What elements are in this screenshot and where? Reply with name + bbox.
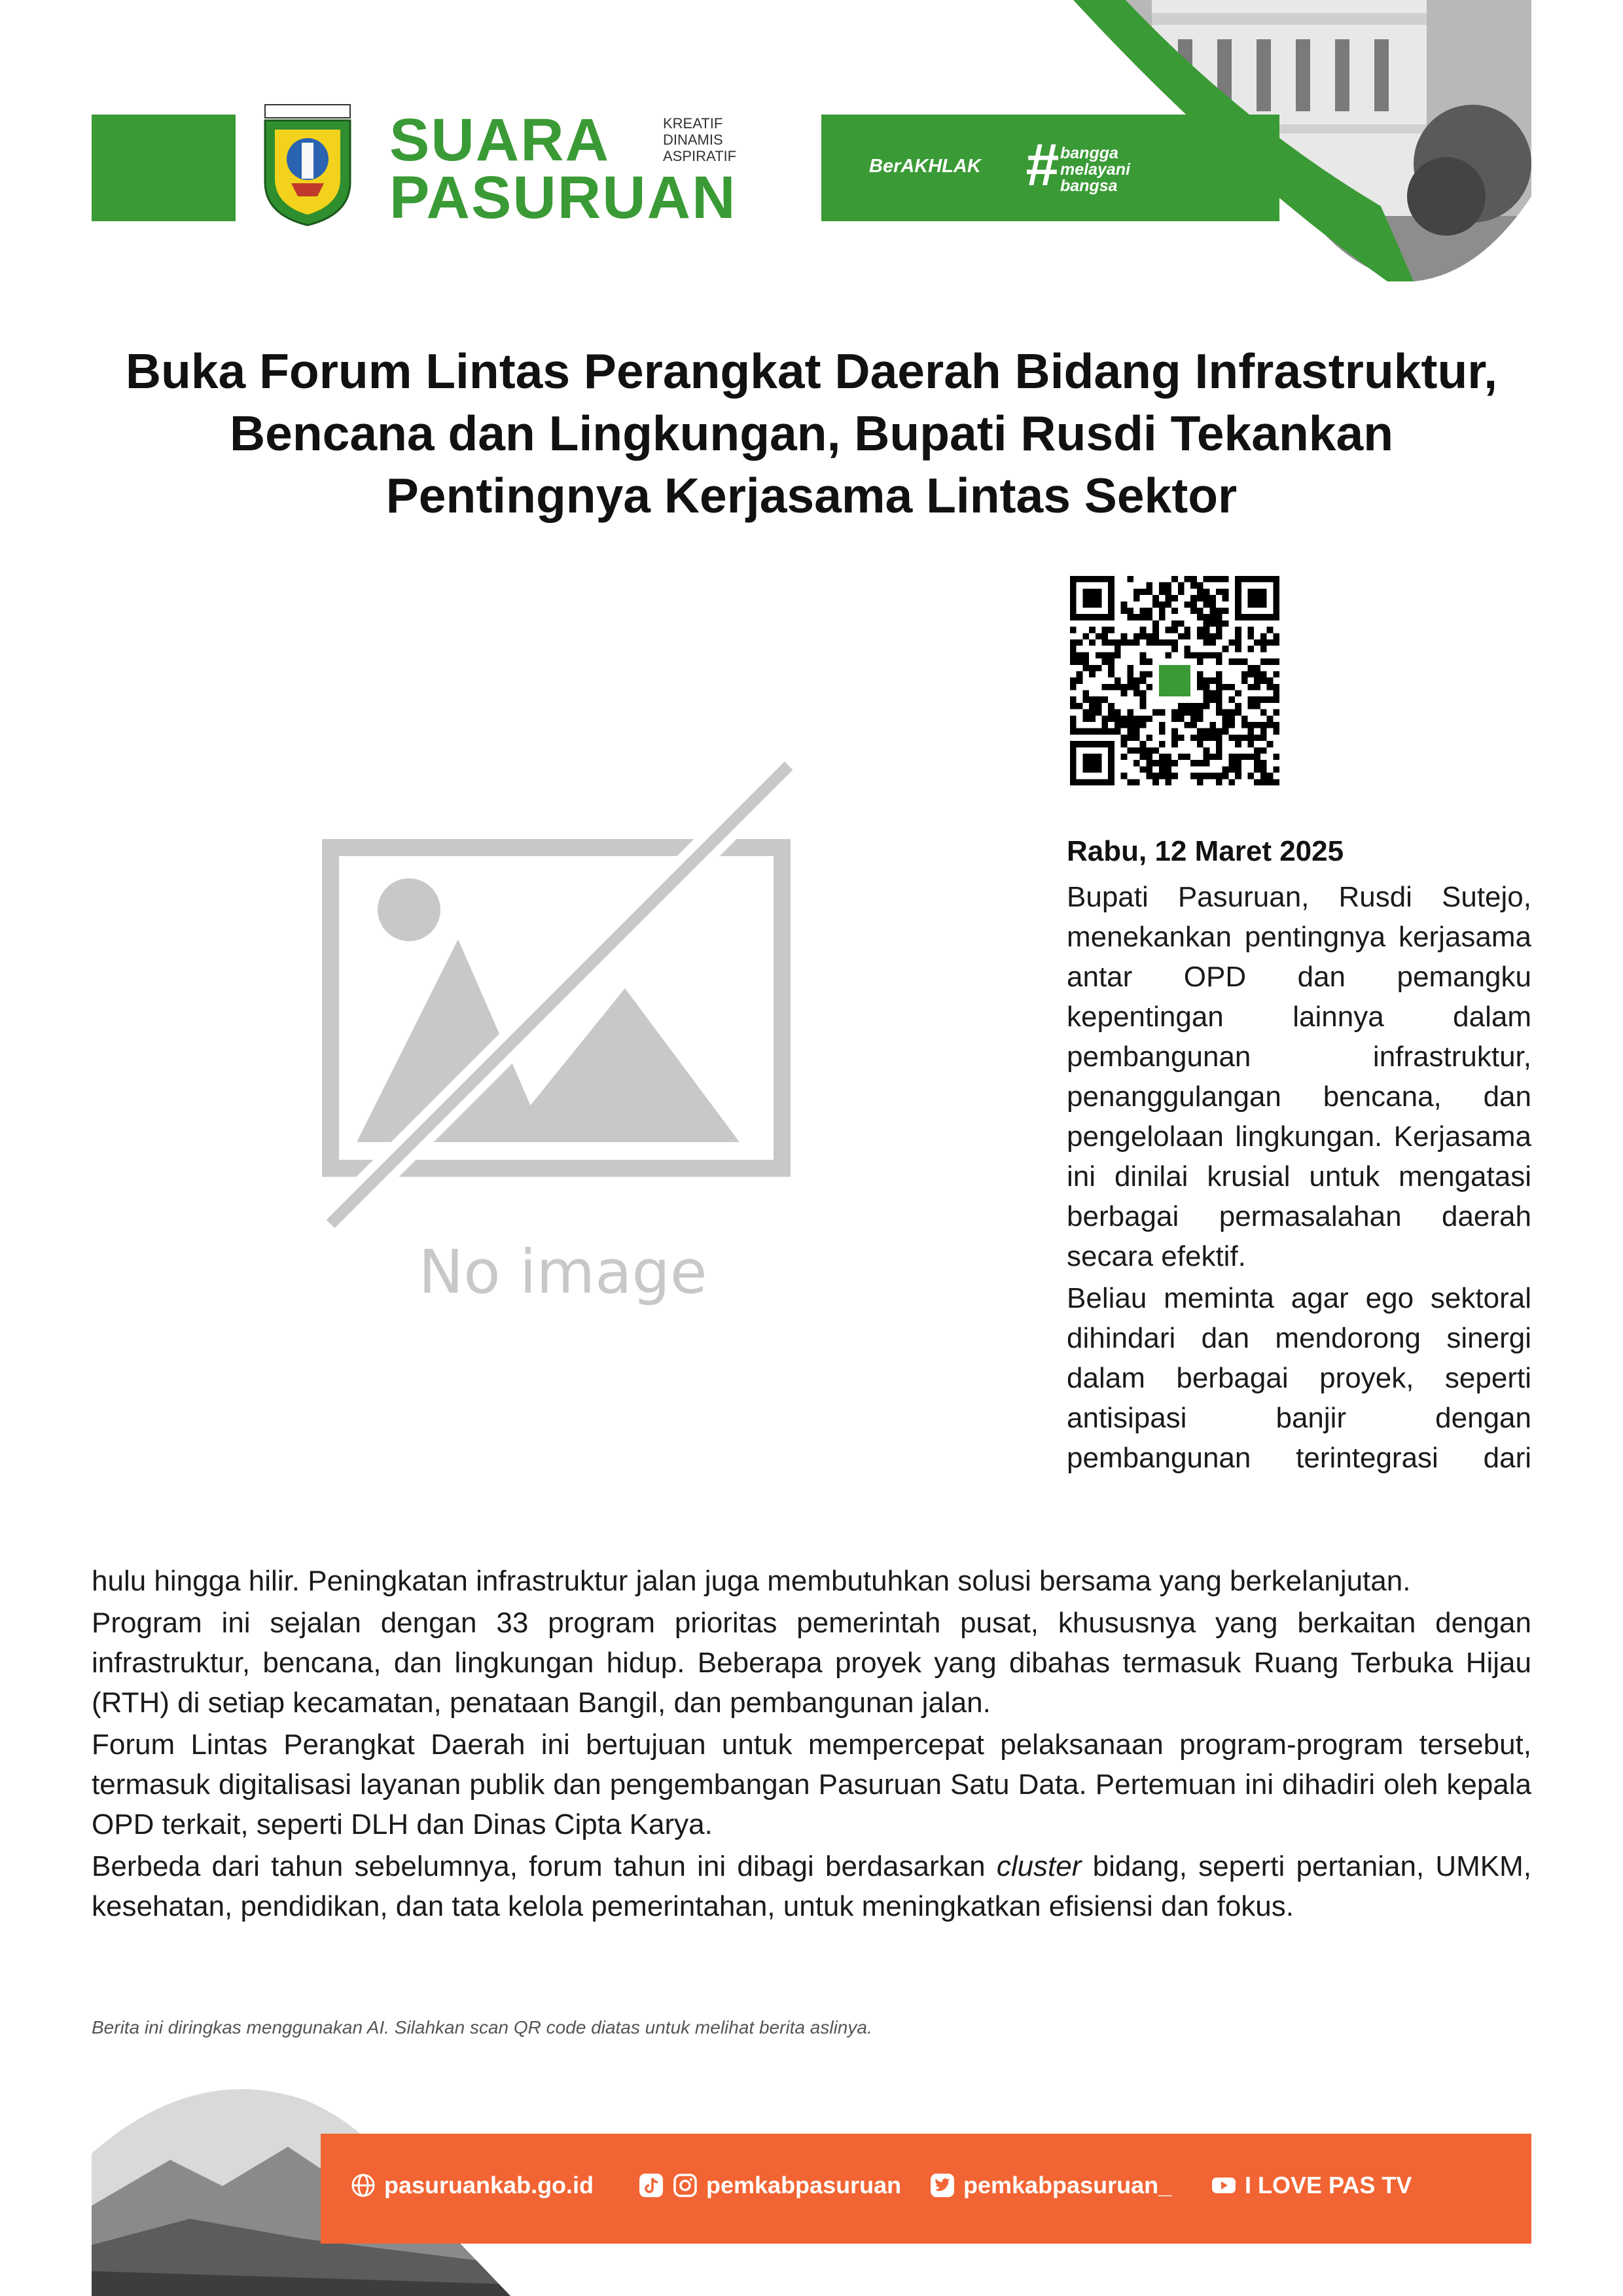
paragraph: Forum Lintas Perangkat Daerah ini bertujuan untuk mempercepat pelaksanaan program-program tersebut, termasuk digitalisasi layanan publik dan pengembangan Pasuruan Satu Data. Pertemuan ini dihadiri oleh kepala OPD terkait, seperti DLH dan Dinas Cipta Karya. bbox=[92, 1729, 1531, 1840]
header-green-bar-left bbox=[92, 115, 236, 221]
qr-code[interactable] bbox=[1070, 576, 1279, 785]
brand-line-2: PASURUAN bbox=[389, 164, 737, 231]
tiktok-icon bbox=[638, 2172, 664, 2198]
article-body-wide bbox=[92, 1561, 1531, 1926]
bangga-line: bangsa bbox=[1060, 177, 1118, 195]
paragraph-text: bidang, seperti pertanian, UMKM, kesehatan, pendidikan, dan tata kelola pemerintahan, untuk meningkatkan efisiensi dan fokus. bbox=[92, 1850, 1532, 1922]
instagram-icon bbox=[672, 2172, 698, 2198]
paragraph: Beliau meminta agar ego sektoral dihindari dan mendorong sinergi dalam berbagai proyek, seperti antisipasi banjir dengan pembangunan terintegrasi dari bbox=[1067, 1282, 1531, 1474]
hash-logo: # bbox=[1025, 132, 1059, 198]
bangga-line: melayani bbox=[1060, 160, 1131, 179]
footer-twitter-text: pemkabpasuruan_ bbox=[963, 2172, 1172, 2198]
paragraph bbox=[92, 1846, 1531, 1926]
ai-summary-note: Berita ini diringkas menggunakan AI. Silahkan scan QR code diatas untuk melihat berita aslinya. bbox=[92, 2017, 872, 2037]
article-date: Rabu, 12 Maret 2025 bbox=[1067, 835, 1344, 867]
berakhlak-logo: BerAKHLAK bbox=[869, 156, 981, 177]
bangga-line: bangga bbox=[1060, 144, 1118, 162]
no-image-placeholder bbox=[321, 759, 805, 1322]
paragraph: hulu hingga hilir. Peningkatan infrastruktur jalan juga membutuhkan solusi bersama yang berkelanjutan. bbox=[92, 1565, 1411, 1597]
tagline-item: DINAMIS bbox=[663, 132, 723, 148]
brand-tagline bbox=[663, 115, 736, 164]
globe-icon bbox=[350, 2172, 376, 2198]
bangga-melayani-bangsa-logo bbox=[1060, 145, 1130, 194]
tagline-item: KREATIF bbox=[663, 115, 723, 132]
article-title: Buka Forum Lintas Perangkat Daerah Bidang Infrastruktur, Bencana dan Lingkungan, Bupati Rusdi Tekankan Pentingnya Kerjasama Lintas Sektor bbox=[125, 344, 1498, 523]
footer-youtube-link[interactable] bbox=[1211, 2172, 1412, 2199]
youtube-icon bbox=[1211, 2172, 1237, 2198]
brand-line-1: SUARA bbox=[389, 107, 611, 173]
footer-website-text: pasuruankab.go.id bbox=[384, 2172, 594, 2198]
tagline-item: ASPIRATIF bbox=[663, 148, 737, 164]
footer-website-link[interactable] bbox=[350, 2172, 594, 2199]
emphasis-cluster: cluster bbox=[996, 1850, 1082, 1882]
footer-twitter-link[interactable] bbox=[929, 2172, 1171, 2199]
footer-tiktok-instagram-link[interactable] bbox=[638, 2172, 901, 2199]
footer-youtube-text: I LOVE PAS TV bbox=[1245, 2172, 1412, 2198]
twitter-icon bbox=[929, 2172, 955, 2198]
paragraph: Bupati Pasuruan, Rusdi Sutejo, menekankan pentingnya kerjasama antar OPD dan pemangku kepentingan lainnya dalam pembangunan infrastruktur, penanggulangan bencana, dan pengelolaan lingkungan. Kerjasama ini dinilai krusial untuk mengatasi berbagai permasalahan daerah secara efektif. bbox=[1067, 881, 1531, 1272]
no-image-text: No image bbox=[418, 1237, 707, 1307]
footer-tiktok-instagram-text: pemkabpasuruan bbox=[706, 2172, 902, 2198]
paragraph: Program ini sejalan dengan 33 program prioritas pemerintah pusat, khususnya yang berkaitan dengan infrastruktur, bencana, dan lingkungan hidup. Beberapa proyek yang dibahas termasuk Ruang Terbuka Hijau (RTH) di setiap kecamatan, penataan Bangil, dan pembangunan jalan. bbox=[92, 1607, 1531, 1719]
article-body-column bbox=[1067, 877, 1531, 1478]
pasuruan-crest-logo bbox=[259, 103, 357, 228]
paragraph-text: Berbeda dari tahun sebelumnya, forum tahun ini dibagi berdasarkan bbox=[92, 1850, 997, 1882]
